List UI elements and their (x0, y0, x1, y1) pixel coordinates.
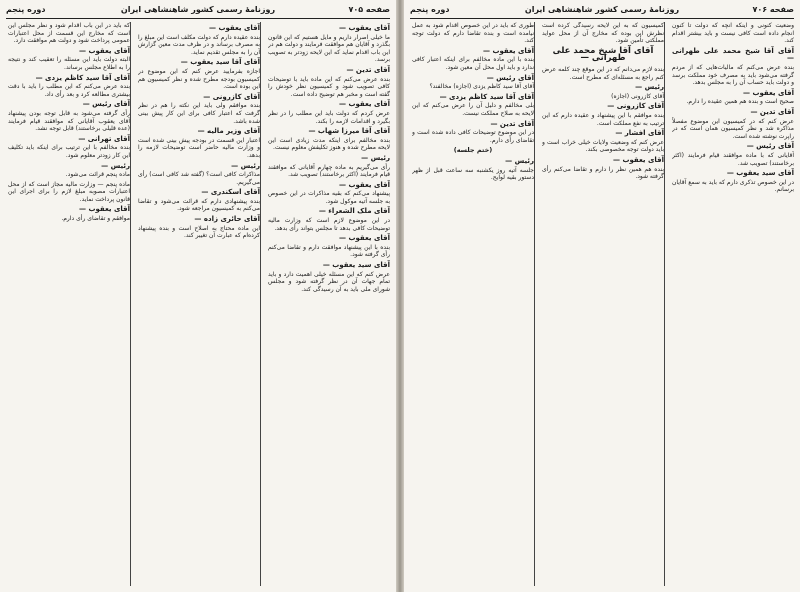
right-column-2 (542, 22, 664, 588)
speaker-name: آقای یعقوب — (79, 205, 130, 214)
speaker-name: رئیس — (101, 161, 130, 170)
paragraph: عرض کنم که در کمیسیون این موضوع مفصلاً مذاکره شد و نظر کمیسیون همان است که در راپرت نوشته شده است. (672, 117, 794, 140)
speaker-name: رئیس — (231, 161, 260, 170)
paragraph: که باید در این باب اقدام شود و نظر مجلس این است که مخارج این قسمت از محل اعتبارات عمومی پرداخت شود و دولت هم موافقت دارد. (8, 22, 130, 45)
speaker-name: آقای یعقوب — (339, 100, 390, 109)
speaker-name: آقای تدین — (490, 119, 534, 128)
speaker-name: آقای آقا شیخ محمد علی طهرانی — (672, 46, 794, 63)
speaker-name: رئیس — (505, 156, 534, 165)
left-issue-label: دوره پنجم (6, 5, 46, 14)
paragraph: بنده عقیده دارم که دولت مکلف است این مبلغ را به مصرف برساند و در ظرف مدت معین گزارش آن را به مجلس تقدیم نماید. (138, 33, 260, 56)
paragraph: جلسه آتیه روز یکشنبه سه ساعت قبل از ظهر دستور بقیه لوایح. (412, 166, 534, 182)
paragraph: بنده پیشنهادی دارم که قرائت می‌شود و تقاضا می‌کنم به کمیسیون مراجعه شود. (138, 197, 260, 213)
paragraph: موافقم و تقاضای رأی دارم. (61, 215, 130, 223)
speaker-name: آقای افشار — (615, 129, 664, 138)
speaker-name: آقای یعقوب — (339, 24, 390, 32)
centered-note: (ختم جلسه) (453, 146, 493, 155)
paragraph: ماده پنجم — وزارت مالیه مجاز است که از محل اعتبارات مصوبه مبلغ لازم را برای اجرای این قانون پرداخت نماید. (8, 180, 130, 203)
speaker-name: آقای وزیر مالیه — (197, 127, 260, 136)
left-column-2 (138, 22, 260, 588)
paragraph: آقای کازرونی (اجازه) (611, 92, 664, 100)
right-column-1 (672, 22, 794, 588)
right-issue-label: دوره پنجم (410, 5, 450, 14)
speaker-name: آقای یعقوب — (613, 155, 664, 164)
speaker-name: آقای تهرانی — (78, 134, 130, 143)
speaker-name: آقای آقا سید کاظم یزدی — (439, 92, 534, 101)
speaker-name: آقای یعقوب — (209, 24, 260, 32)
paragraph: بنده مخالفم با این ترتیب برای اینکه باید تکلیف این کار زودتر معلوم شود. (8, 144, 130, 159)
paragraph: بنده لازم می‌دانم که در این موقع چند کلمه عرض کنم راجع به مسئله‌ای که مطرح است. (542, 65, 664, 81)
paragraph: بنده هم همین نظر را دارم و تقاضا می‌کنم رأی گرفته شود. (542, 165, 664, 181)
speaker-name: آقای ملک الشعراء — (318, 207, 390, 216)
paragraph: بنده مخالفم برای اینکه مدت زیادی است این لایحه مطرح شده و هنوز تکلیفش معلوم نیست. (268, 136, 390, 152)
paragraph: مذاکرات کافی است؟ (گفته شد کافی است) رأی می‌گیریم. (138, 171, 260, 186)
paragraph: البته دولت باید این مسئله را تعقیب کند و نتیجه را به اطلاع مجلس برساند. (8, 56, 130, 71)
paragraph: بنده با این ماده مخالفم برای اینکه اعتبار کافی ندارد و باید اول محل آن معین شود. (412, 56, 534, 71)
paragraph: کمیسیون که به این لایحه رسیدگی کرده است نظرش این بوده که مخارج آن از محل عواید مملکتی تأمین شود. (542, 22, 664, 45)
paragraph: ما خیلی اصرار داریم و مایل هستیم که این قانون بگذرد و آقایان هم موافقت فرمایند و دولت هم در این باب اقدام نماید که این لایحه زودتر به تصویب برسد. (268, 33, 390, 64)
book-gutter (396, 0, 404, 592)
paragraph: در این موضوع توضیحات کافی داده شده است و تقاضای رأی دارم. (412, 129, 534, 144)
paragraph: آقایانی که با ماده موافقند قیام فرمایند (اکثر برخاستند) تصویب شد. (672, 151, 794, 167)
left-page-number: صفحه ۷۰۵ (348, 5, 390, 14)
speaker-name: رئیس — (635, 83, 664, 92)
paragraph: بنده با این پیشنهاد موافقت دارم و تقاضا می‌کنم رأی گرفته شود. (268, 243, 390, 259)
speaker-name: آقای سید یعقوب — (322, 261, 390, 270)
paragraph: عرض کنم که این مسئله خیلی اهمیت دارد و باید تمام جهات آن در نظر گرفته شود و مجلس شورای ملی باید به آن رسیدگی کند. (268, 270, 390, 293)
right-column-3 (412, 22, 534, 588)
speaker-name: آقای تدین — (750, 107, 794, 116)
paragraph: بنده عرض می‌کنم که مالیات‌هایی که از مردم گرفته می‌شود باید به مصرف خود مملکت برسد و دولت باید حساب آن را به مجلس بدهد. (672, 63, 794, 87)
paragraph: رأی گرفته می‌شود به قابل توجه بودن پیشنهاد آقای یعقوب آقایانی که موافقند قیام فرمایند (عده قلیلی برخاستند) قابل توجه نشد. (8, 109, 130, 133)
left-column-1 (268, 22, 390, 588)
paragraph: در این خصوص تذکری دارم که باید به سمع آقایان برسانم. (672, 178, 794, 194)
column-rule (130, 22, 131, 586)
paragraph: بنده عرض می‌کنم که این مطلب را باید با دقت بیشتری مطالعه کرد و بعد رأی داد. (8, 83, 130, 98)
paragraph: آقای آقا سید کاظم یزدی (اجازه) مخالفند؟ (429, 83, 534, 91)
speaker-name: آقای کازرونی — (203, 92, 260, 101)
column-rule (664, 22, 665, 586)
paragraph: ماده پنجم قرائت می‌شود. (65, 171, 130, 179)
speaker-name: آقای سید یعقوب — (726, 169, 794, 178)
speaker-name: آقای حائری زاده — (194, 215, 260, 224)
paragraph: بنده موافقم ولی باید این نکته را هم در نظر گرفت که اعتبار کافی برای این کار پیش بینی شده باشد. (138, 102, 260, 125)
speaker-name: آقای رئیس — (746, 142, 794, 151)
paragraph: پیشنهاد می‌کنم که بقیه مذاکرات در این خصوص به جلسه آتیه موکول شود. (268, 190, 390, 205)
paragraph: بنده عرض می‌کنم که این ماده باید با توضیحات کافی تصویب شود و کمیسیون نظر خودش را گفته است و مخبر هم توضیح داده است. (268, 75, 390, 98)
left-journal-title: روزنامهٔ رسمی کشور شاهنشاهی ایران (120, 5, 276, 14)
paragraph: این ماده محتاج به اصلاح است و بنده پیشنهاد کرده‌ام که عبارت آن تغییر کند. (138, 224, 260, 240)
speaker-name: آقای رئیس — (486, 73, 534, 82)
paragraph: اجازه بفرمایید عرض کنم که این موضوع در کمیسیون بودجه مطرح شده و نظر کمیسیون هم این بوده است. (138, 67, 260, 91)
speaker-name: آقای آقا سید کاظم یزدی — (35, 73, 130, 82)
paragraph: عرض کنم که وضعیت ولایات خیلی خراب است و باید دولت توجه مخصوصی بکند. (542, 138, 664, 154)
left-column-3 (8, 22, 130, 588)
speaker-name: آقای یعقوب — (743, 88, 794, 97)
speaker-name: آقای یعقوب — (339, 180, 390, 189)
paragraph: رأی می‌گیریم به ماده چهارم آقایانی که موافقند قیام فرمایند (اکثر برخاستند) تصویب شد. (268, 163, 390, 179)
left-running-header (6, 4, 390, 19)
column-rule (534, 22, 535, 586)
speaker-name: آقای آقا میرزا شهاب — (308, 127, 390, 136)
left-page (0, 0, 396, 592)
paragraph: صحیح است و بنده هم همین عقیده را دارم. (686, 98, 794, 106)
section-heading: آقای آقا شیخ محمد علی طهرانی — (552, 45, 654, 64)
paragraph: در این موضوع لازم است که وزارت مالیه توضیحات کافی بدهد تا مجلس بتواند رأی بدهد. (268, 217, 390, 232)
paragraph: بلی مخالفم و دلیل آن را عرض می‌کنم که این لایحه به صلاح مملکت نیست. (412, 102, 534, 117)
paragraph: طوری که باید در این خصوص اقدام شود به عمل نیامده است و بنده تقاضا دارم که دولت توجه کند. (412, 22, 534, 45)
speaker-name: آقای تدین — (346, 65, 390, 74)
speaker-name: آقای کازرونی — (607, 102, 664, 111)
speaker-name: آقای یعقوب — (79, 46, 130, 55)
right-journal-title: روزنامهٔ رسمی کشور شاهنشاهی ایران (524, 5, 680, 14)
right-page-number: صفحه ۷۰۶ (752, 5, 794, 14)
speaker-name: آقای آقا سید یعقوب — (180, 58, 260, 67)
speaker-name: رئیس — (361, 153, 390, 162)
speaker-name: آقای یعقوب — (339, 234, 390, 243)
right-running-header (410, 4, 794, 19)
paragraph: وضعیت کنونی و اینکه آنچه که دولت تا کنون انجام داده است کافی نیست و باید بیشتر اقدام کند. (672, 22, 794, 45)
right-page (404, 0, 800, 592)
paragraph: بنده موافقم با این پیشنهاد و عقیده دارم که این ترتیب به نفع مملکت است. (542, 111, 664, 127)
speaker-name: آقای اسکندری — (201, 188, 260, 197)
paragraph: اعتبار این قسمت در بودجه پیش بینی شده است و وزارت مالیه حاضر است توضیحات لازمه را بدهد. (138, 136, 260, 159)
speaker-name: آقای رئیس — (82, 100, 130, 109)
speaker-name: آقای یعقوب — (483, 46, 534, 55)
column-rule (260, 22, 261, 586)
paragraph: عرض کردم که دولت باید این مطلب را در نظر بگیرد و اقدامات لازمه را بکند. (268, 109, 390, 125)
